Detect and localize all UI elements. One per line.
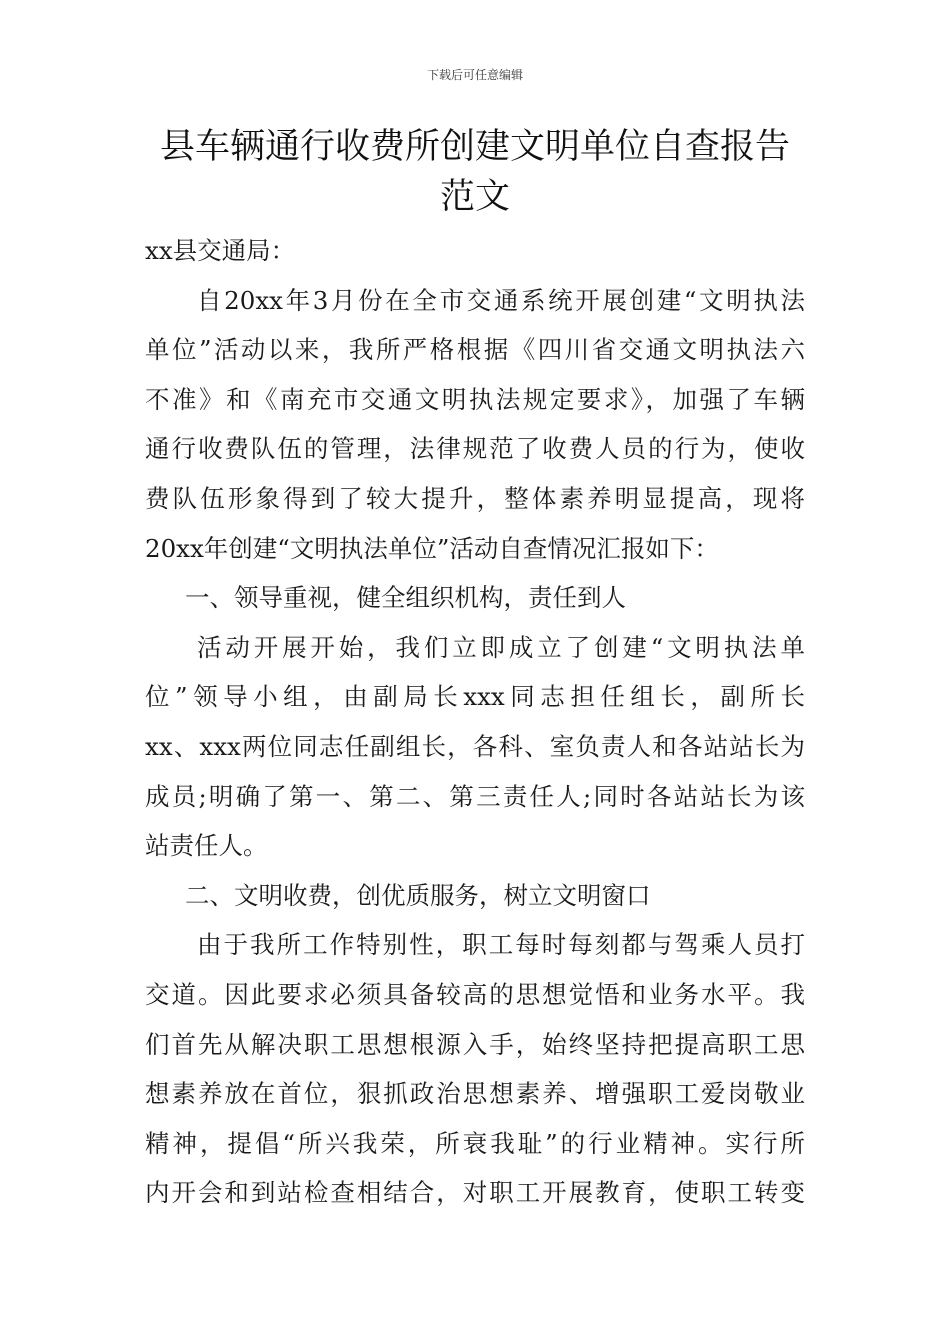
paragraph-line: 不准》和《南充市交通文明执法规定要求》，加强了车辆 bbox=[145, 384, 805, 414]
paragraph-line: 通行收费队伍的管理，法律规范了收费人员的行为，使收 bbox=[145, 434, 805, 464]
section-heading: 一、领导重视，健全组织机构，责任到人 bbox=[185, 583, 626, 613]
section-heading: 二、文明收费，创优质服务，树立文明窗口 bbox=[185, 880, 651, 910]
title-line-1: 县车辆通行收费所创建文明单位自查报告 bbox=[159, 127, 790, 167]
document-title bbox=[145, 122, 805, 222]
paragraph-line: 成员;明确了第一、第二、第三责任人;同时各站站长为该 bbox=[145, 781, 805, 811]
paragraph-line: 活动开展开始，我们立即成立了创建“文明执法单 bbox=[197, 632, 805, 662]
paragraph-line: 精神，提倡“所兴我荣，所衰我耻”的行业精神。实行所 bbox=[145, 1128, 805, 1158]
header-note: 下载后可任意编辑 bbox=[426, 68, 523, 82]
paragraph-line: 20xx年创建“文明执法单位”活动自查情况汇报如下： bbox=[145, 533, 719, 563]
paragraph-line: 站责任人。 bbox=[145, 831, 268, 861]
paragraph-line: 交道。因此要求必须具备较高的思想觉悟和业务水平。我 bbox=[145, 979, 805, 1009]
paragraph-line: xx、xxx两位同志任副组长，各科、室负责人和各站站长为 bbox=[145, 731, 805, 761]
paragraph-line: 费队伍形象得到了较大提升，整体素养明显提高，现将 bbox=[145, 483, 805, 513]
paragraph-line: 想素养放在首位，狠抓政治思想素养、增强职工爱岗敬业 bbox=[145, 1079, 805, 1109]
paragraph-line: 自20xx年3月份在全市交通系统开展创建“文明执法 bbox=[197, 285, 805, 315]
paragraph-line: 位”领导小组，由副局长xxx同志担任组长，副所长 bbox=[145, 682, 805, 712]
salutation: xx县交通局： bbox=[145, 236, 296, 265]
paragraph-line: 内开会和到站检查相结合，对职工开展教育，使职工转变 bbox=[145, 1178, 805, 1208]
title-line-2: 范文 bbox=[439, 177, 510, 217]
paragraph-line: 单位”活动以来，我所严格根据《四川省交通文明执法六 bbox=[145, 335, 805, 365]
document-body bbox=[145, 226, 805, 1218]
paragraph-line: 们首先从解决职工思想根源入手，始终坚持把提高职工思 bbox=[145, 1029, 805, 1059]
paragraph-line: 由于我所工作特别性，职工每时每刻都与驾乘人员打 bbox=[197, 930, 805, 960]
